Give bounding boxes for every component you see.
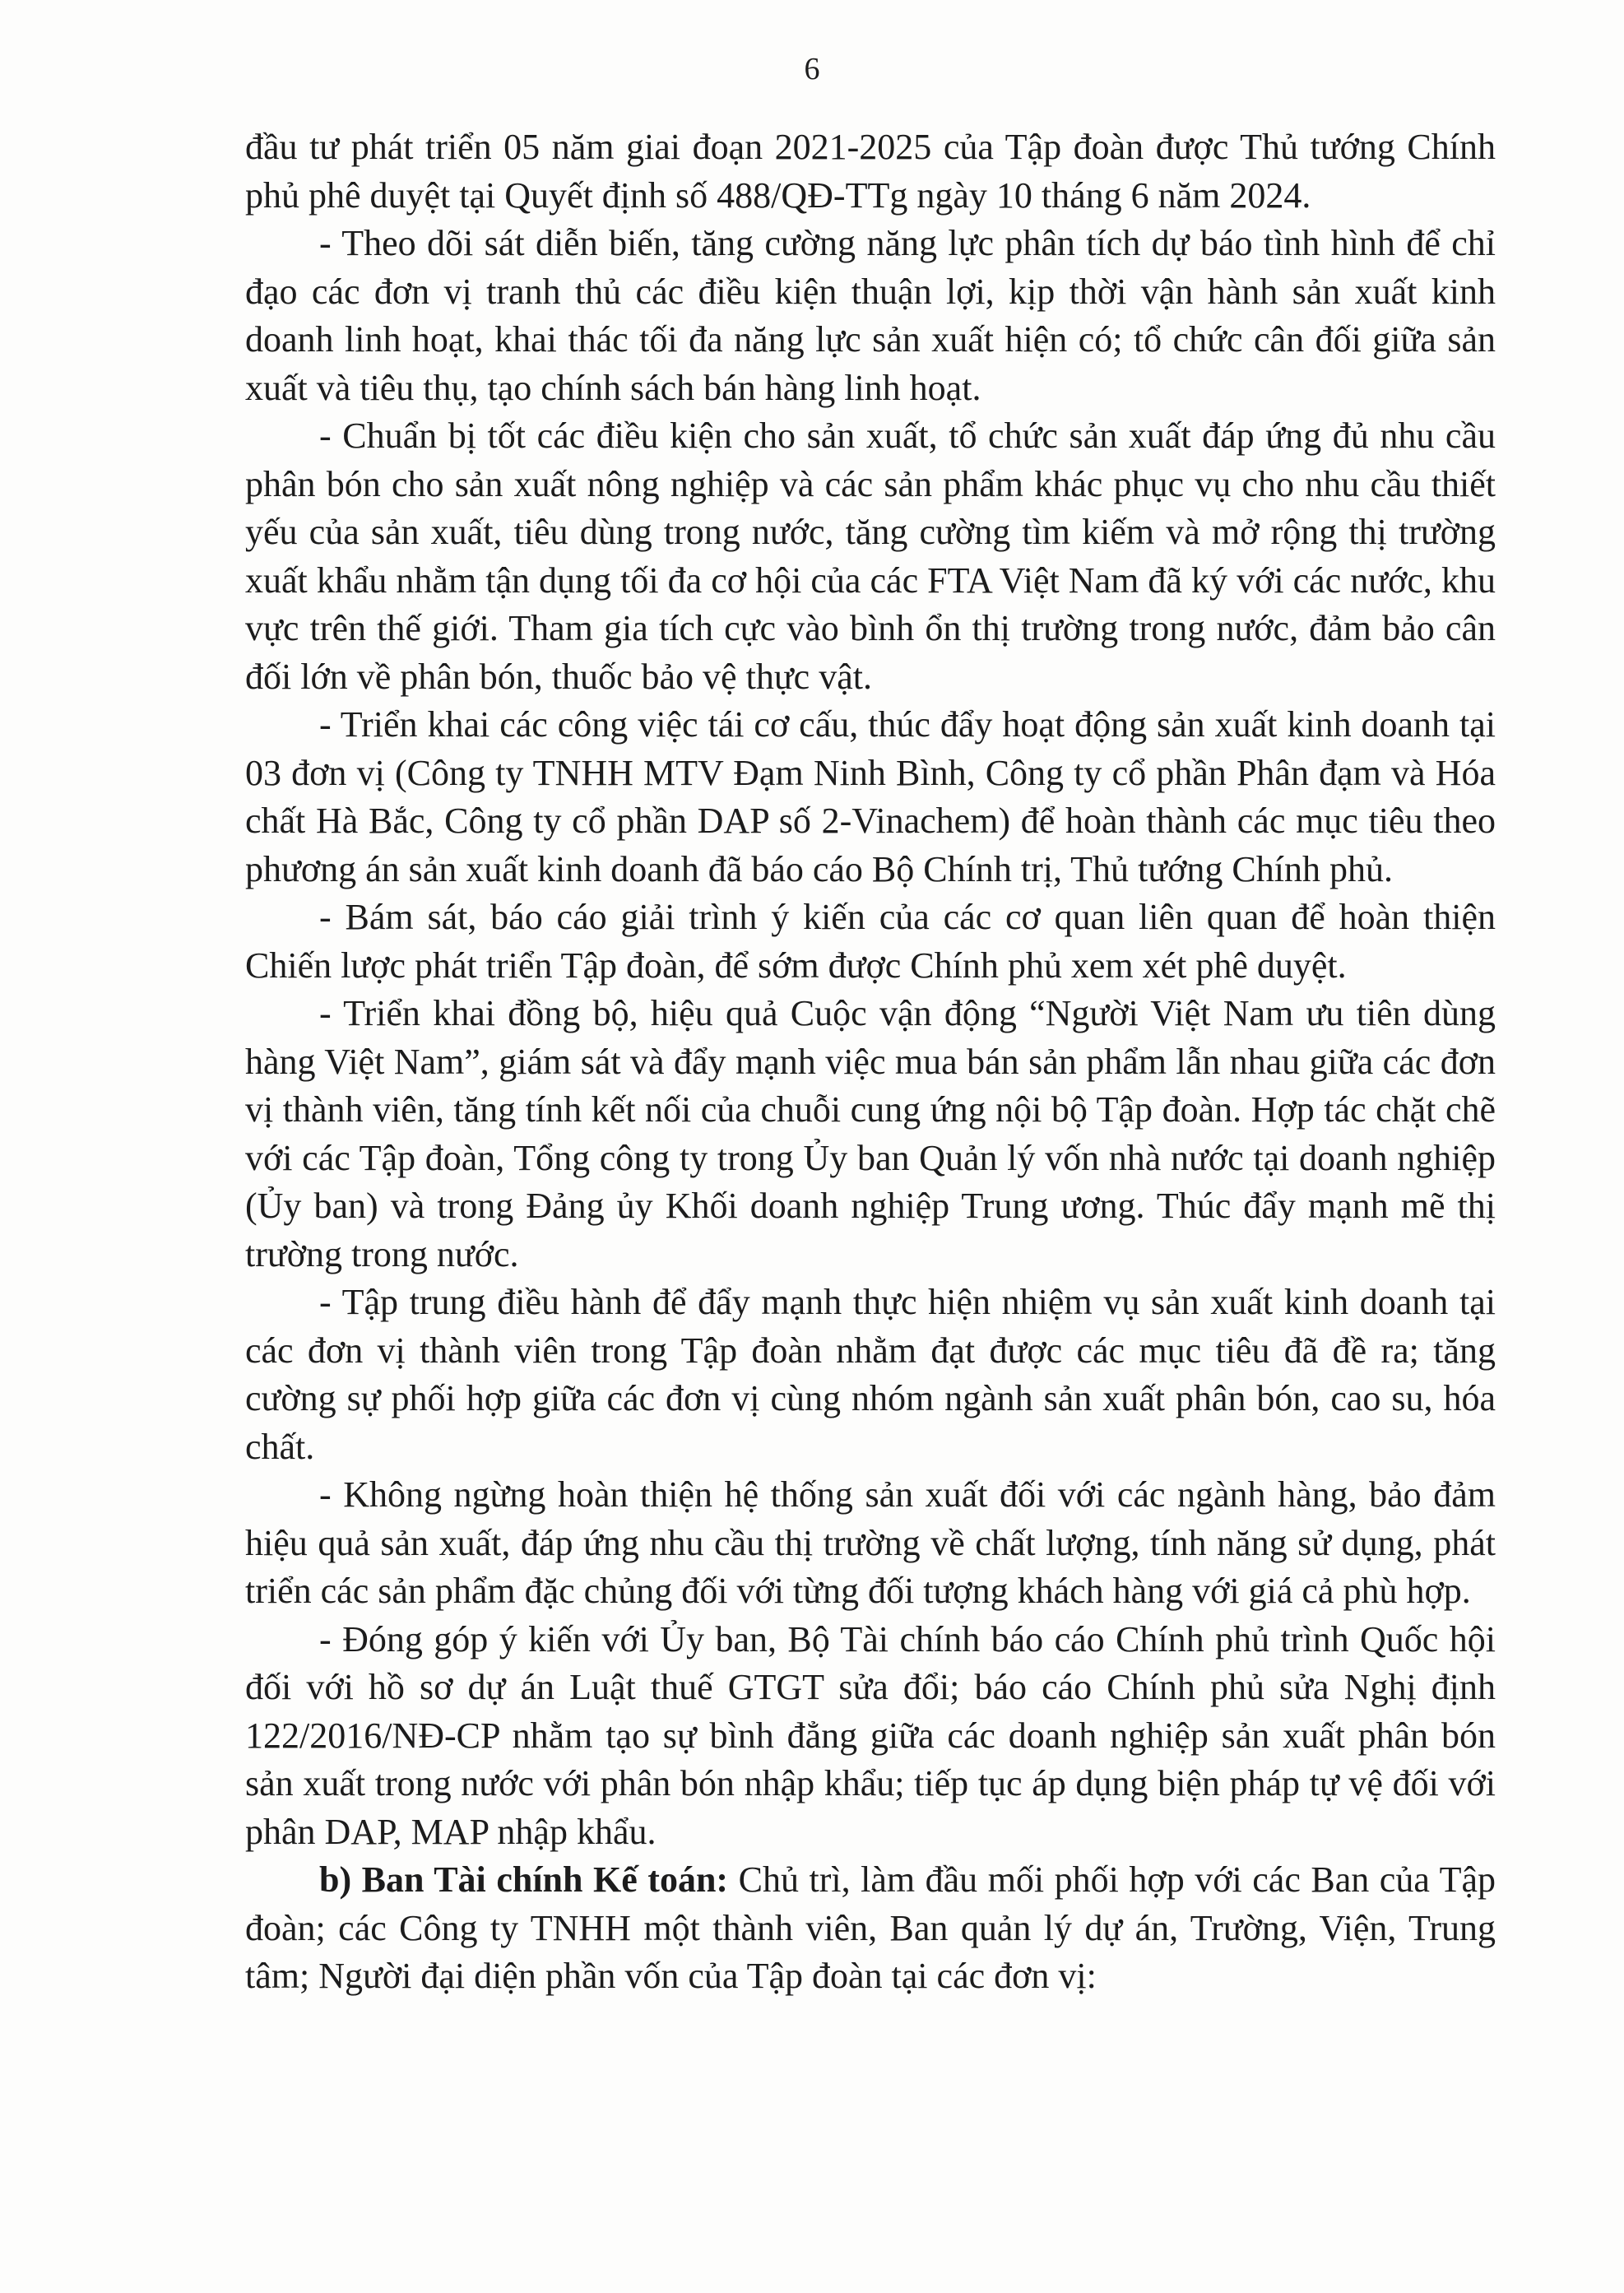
document-body	[245, 123, 1496, 2001]
page-number: 6	[804, 52, 820, 86]
bullet-paragraph: - Triển khai các công việc tái cơ cấu, thúc đẩy hoạt động sản xuất kinh doanh tại 03 đơn vị (Công ty TNHH MTV Đạm Ninh Bình, Công ty cổ phần Phân đạm và Hóa chất Hà Bắc, Công ty cổ phần DAP số 2-Vinachem) để hoàn thành các mục tiêu theo phương án sản xuất kinh doanh đã báo cáo Bộ Chính trị, Thủ tướng Chính phủ.	[245, 704, 1496, 889]
bullet-paragraph: - Triển khai đồng bộ, hiệu quả Cuộc vận động “Người Việt Nam ưu tiên dùng hàng Việt Nam”, giám sát và đẩy mạnh việc mua bán sản phẩm lẫn nhau giữa các đơn vị thành viên, tăng tính kết nối của chuỗi cung ứng nội bộ Tập đoàn. Hợp tác chặt chẽ với các Tập đoàn, Tổng công ty trong Ủy ban Quản lý vốn nhà nước tại doanh nghiệp (Ủy ban) và trong Đảng ủy Khối doanh nghiệp Trung ương. Thúc đẩy mạnh mẽ thị trường trong nước.	[245, 993, 1496, 1274]
bullet-paragraph: - Chuẩn bị tốt các điều kiện cho sản xuất, tổ chức sản xuất đáp ứng đủ nhu cầu phân bón cho sản xuất nông nghiệp và các sản phẩm khác phục vụ cho nhu cầu thiết yếu của sản xuất, tiêu dùng trong nước, tăng cường tìm kiếm và mở rộng thị trường xuất khẩu nhằm tận dụng tối đa cơ hội của các FTA Việt Nam đã ký với các nước, khu vực trên thế giới. Tham gia tích cực vào bình ổn thị trường trong nước, đảm bảo cân đối lớn về phân bón, thuốc bảo vệ thực vật.	[245, 415, 1496, 697]
section-b-text: Chủ trì, làm đầu mối phối hợp với các Ban của Tập đoàn; các Công ty TNHH một thành viên, Ban quản lý dự án, Trường, Viện, Trung tâm; Người đại diện phần vốn của Tập đoàn tại các đơn vị:	[245, 1859, 1496, 1996]
bullet-paragraph: - Tập trung điều hành để đẩy mạnh thực hiện nhiệm vụ sản xuất kinh doanh tại các đơn vị thành viên trong Tập đoàn nhằm đạt được các mục tiêu đã đề ra; tăng cường sự phối hợp giữa các đơn vị cùng nhóm ngành sản xuất phân bón, cao su, hóa chất.	[245, 1282, 1496, 1467]
bullet-paragraph: - Theo dõi sát diễn biến, tăng cường năng lực phân tích dự báo tình hình để chỉ đạo các đơn vị tranh thủ các điều kiện thuận lợi, kịp thời vận hành sản xuất kinh doanh linh hoạt, khai thác tối đa năng lực sản xuất hiện có; tổ chức cân đối giữa sản xuất và tiêu thụ, tạo chính sách bán hàng linh hoạt.	[245, 223, 1496, 408]
bullet-paragraph: - Không ngừng hoàn thiện hệ thống sản xuất đối với các ngành hàng, bảo đảm hiệu quả sản xuất, đáp ứng nhu cầu thị trường về chất lượng, tính năng sử dụng, phát triển các sản phẩm đặc chủng đối với từng đối tượng khách hàng với giá cả phù hợp.	[245, 1474, 1496, 1611]
bullet-paragraph: - Đóng góp ý kiến với Ủy ban, Bộ Tài chính báo cáo Chính phủ trình Quốc hội đối với hồ sơ dự án Luật thuế GTGT sửa đổi; báo cáo Chính phủ sửa Nghị định 122/2016/NĐ-CP nhằm tạo sự bình đẳng giữa các doanh nghiệp sản xuất phân bón sản xuất trong nước với phân bón nhập khẩu; tiếp tục áp dụng biện pháp tự vệ đối với phân DAP, MAP nhập khẩu.	[245, 1618, 1496, 1852]
paragraph-continuation: đầu tư phát triển 05 năm giai đoạn 2021-2025 của Tập đoàn được Thủ tướng Chính phủ phê duyệt tại Quyết định số 488/QĐ-TTg ngày 10 tháng 6 năm 2024.	[245, 127, 1496, 216]
section-b-heading: b) Ban Tài chính Kế toán:	[319, 1859, 729, 1900]
bullet-paragraph: - Bám sát, báo cáo giải trình ý kiến của các cơ quan liên quan để hoàn thiện Chiến lược phát triển Tập đoàn, để sớm được Chính phủ xem xét phê duyệt.	[245, 897, 1496, 986]
section-b-paragraph	[245, 1856, 1496, 2001]
